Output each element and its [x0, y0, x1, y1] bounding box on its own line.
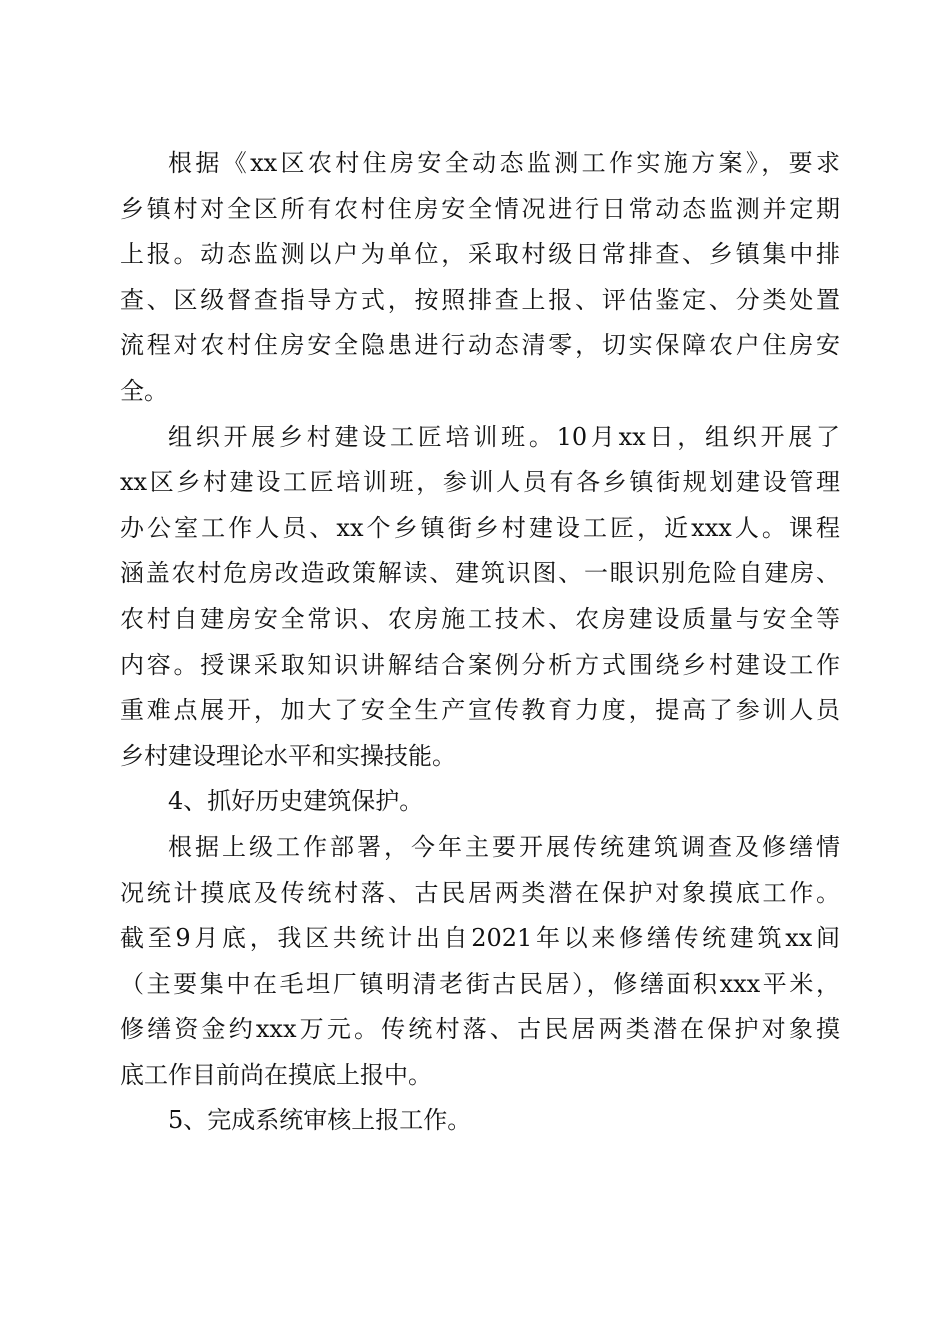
section-heading-historic-buildings: [120, 779, 840, 825]
text-line: 上报。动态监测以户为单位，采取村级日常排查、乡镇集中排: [120, 240, 840, 269]
text-line: 修缮资金约xxx万元。传统村落、古民居两类潜在保护对象摸: [120, 1015, 840, 1044]
text-line: 5、完成系统审核上报工作。: [168, 1106, 472, 1135]
text-line: 涵盖农村危房改造政策解读、建筑识图、一眼识别危险自建房、: [120, 559, 840, 588]
text-line: 根据《xx区农村住房安全动态监测工作实施方案》，要求: [168, 149, 840, 177]
text-line: 内容。授课采取知识讲解结合案例分析方式围绕乡村建设工作: [120, 650, 840, 679]
paragraph-craftsman-training: [120, 415, 840, 780]
text-line: 农村自建房安全常识、农房施工技术、农房建设质量与安全等: [120, 604, 840, 633]
text-line: 全。: [120, 376, 168, 405]
text-line: 乡村建设理论水平和实操技能。: [120, 741, 456, 770]
text-line: 底工作目前尚在摸底上报中。: [120, 1060, 432, 1089]
text-line: 乡镇村对全区所有农村住房安全情况进行日常动态监测并定期: [120, 194, 840, 223]
text-line: 查、区级督查指导方式，按照排查上报、评估鉴定、分类处置: [120, 285, 840, 314]
text-line: 截至9月底，我区共统计出自2021年以来修缮传统建筑xx间: [120, 924, 840, 953]
section-heading-system-review: [120, 1098, 840, 1144]
text-line: （主要集中在毛坦厂镇明清老街古民居），修缮面积xxx平米，: [120, 969, 840, 998]
text-line: 流程对农村住房安全隐患进行动态清零，切实保障农户住房安: [120, 331, 840, 360]
text-line: 根据上级工作部署，今年主要开展传统建筑调查及修缮情: [168, 832, 840, 861]
text-line: 组织开展乡村建设工匠培训班。10月xx日，组织开展了: [168, 422, 840, 451]
text-line: 办公室工作人员、xx个乡镇街乡村建设工匠，近xxx人。课程: [120, 513, 840, 542]
document-body: [120, 141, 840, 1144]
text-line: 况统计摸底及传统村落、古民居两类潜在保护对象摸底工作。: [120, 878, 840, 907]
paragraph-housing-monitoring: [120, 141, 840, 415]
text-line: 重难点展开，加大了安全生产宣传教育力度，提高了参训人员: [120, 696, 840, 725]
text-line: xx区乡村建设工匠培训班，参训人员有各乡镇街规划建设管理: [120, 468, 840, 497]
paragraph-traditional-buildings: [120, 825, 840, 1099]
text-line: 4、抓好历史建筑保护。: [168, 787, 424, 816]
